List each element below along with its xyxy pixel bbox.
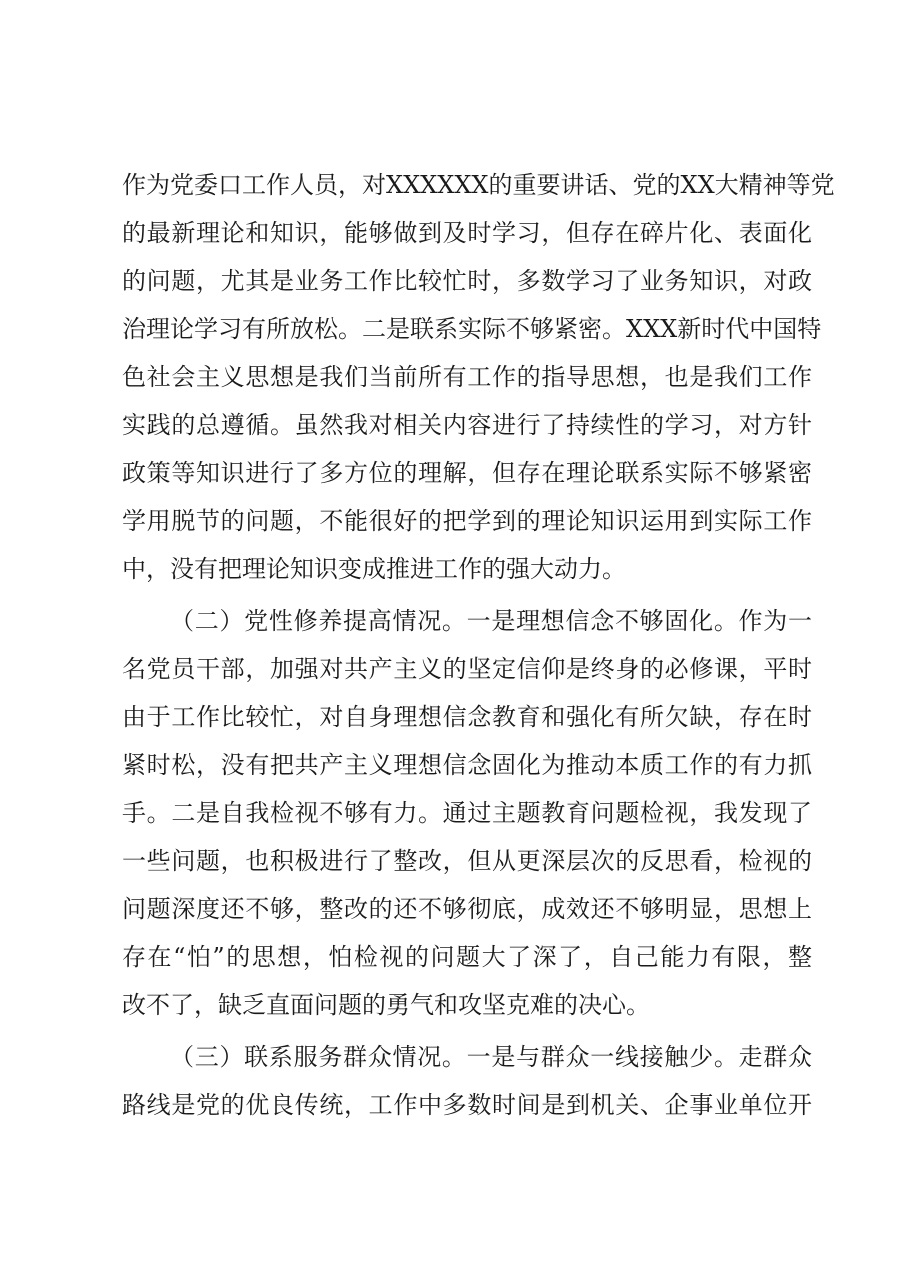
- text-line: 中，没有把理论知识变成推进工作的强大动力。: [122, 555, 626, 583]
- text-line: 学用脱节的问题，不能很好的把学到的理论知识运用到实际工作: [122, 507, 812, 535]
- section-heading-line: （三）联系服务群众情况。一是与群众一线接触少。走群众: [170, 1043, 812, 1071]
- paragraph-2: [122, 597, 812, 1029]
- text-line: 的最新理论和知识，能够做到及时学习，但存在碎片化、表面化: [122, 219, 812, 247]
- text-line: 问题深度还不够，整改的还不够彻底，成效还不够明显，思想上: [122, 895, 812, 923]
- paragraph-3: [122, 1033, 812, 1129]
- text-line: 存在“怕”的思想，怕检视的问题大了深了，自己能力有限，整: [122, 943, 812, 971]
- text-line: 一些问题，也积极进行了整改，但从更深层次的反思看，检视的: [122, 847, 812, 875]
- document-body: [122, 161, 835, 1129]
- text-line: 政策等知识进行了多方位的理解，但存在理论联系实际不够紧密: [122, 459, 812, 487]
- text-line: 的问题，尤其是业务工作比较忙时，多数学习了业务知识，对政: [122, 267, 812, 295]
- text-line: 实践的总遵循。虽然我对相关内容进行了持续性的学习，对方针: [122, 411, 812, 439]
- text-line: 治理论学习有所放松。二是联系实际不够紧密。XXX新时代中国特: [122, 315, 822, 343]
- text-line: 手。二是自我检视不够有力。通过主题教育问题检视，我发现了: [122, 799, 812, 827]
- text-line: 由于工作比较忙，对自身理想信念教育和强化有所欠缺，存在时: [122, 703, 812, 731]
- section-heading-line: （二）党性修养提高情况。一是理想信念不够固化。作为一: [170, 607, 812, 635]
- text-line: 作为党委口工作人员，对XXXXXX的重要讲话、党的XX大精神等党: [122, 171, 835, 199]
- text-line: 紧时松，没有把共产主义理想信念固化为推动本质工作的有力抓: [122, 751, 812, 779]
- paragraph-1: [122, 161, 835, 593]
- text-line: 路线是党的优良传统，工作中多数时间是到机关、企事业单位开: [122, 1091, 812, 1119]
- text-line: 名党员干部，加强对共产主义的坚定信仰是终身的必修课，平时: [122, 655, 812, 683]
- text-line: 改不了，缺乏直面问题的勇气和攻坚克难的决心。: [122, 991, 650, 1019]
- text-line: 色社会主义思想是我们当前所有工作的指导思想，也是我们工作: [122, 363, 812, 391]
